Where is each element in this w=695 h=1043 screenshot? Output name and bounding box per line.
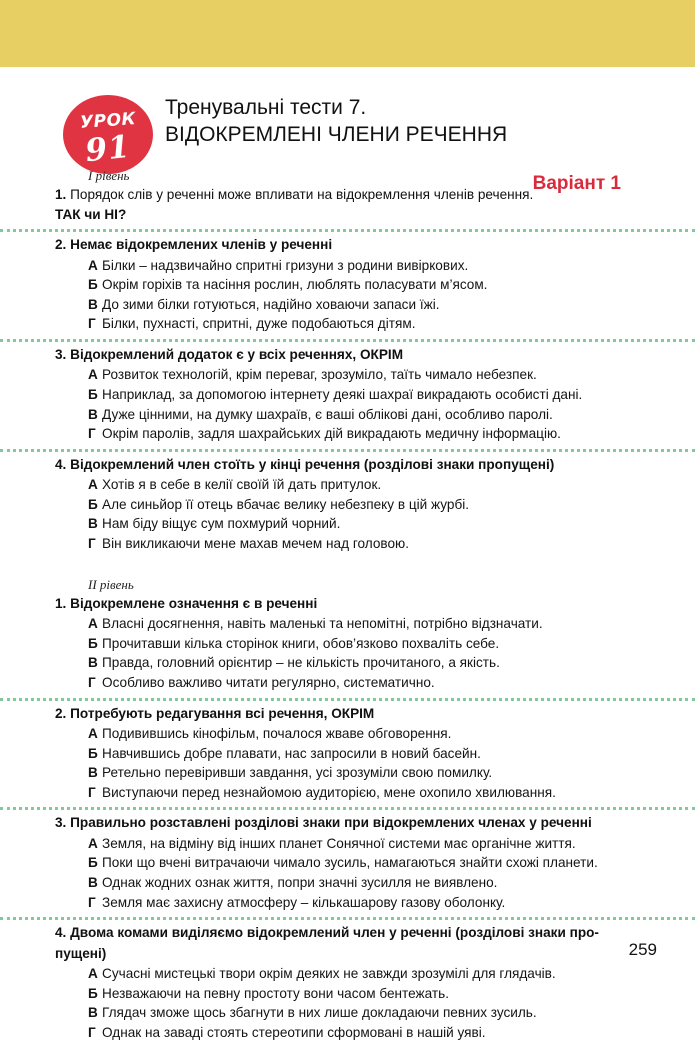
option-letter: А — [88, 257, 98, 273]
page-title-line-2: ВІДОКРЕМЛЕНІ ЧЛЕНИ РЕЧЕННЯ — [165, 123, 508, 146]
list-item[interactable] — [88, 873, 673, 893]
list-item[interactable] — [88, 385, 673, 405]
option-letter: А — [88, 835, 98, 851]
list-item[interactable] — [88, 724, 673, 744]
option-text: Дуже цінними, на думку шахраїв, є ваші облікові дані, особливо паролі. — [102, 406, 553, 422]
option-text: Білки – надзвичайно спритні гризуни з родини вивіркових. — [102, 257, 469, 273]
question-stem — [55, 924, 673, 943]
option-letter: Б — [88, 745, 98, 761]
option-text: Виступаючи перед незнайомою аудиторією, мене охопило хвилювання. — [102, 784, 556, 800]
section-separator — [0, 917, 695, 920]
list-item[interactable] — [88, 744, 673, 764]
option-text: Земля має захисну атмосферу – кількашарову газову оболонку. — [102, 894, 506, 910]
variant-label: Варіант 1 — [532, 173, 621, 194]
option-letter: В — [88, 516, 98, 532]
question-number: 1. — [55, 187, 67, 202]
option-letter: Б — [88, 985, 98, 1001]
question-subprompt: ТАК чи НІ? — [55, 206, 127, 222]
question-text: Немає відокремлених членів у реченні — [70, 237, 333, 252]
list-item[interactable] — [88, 673, 673, 693]
option-text: Поки що вчені витрачаючи чимало зусиль, намагаються знайти схожі планети. — [102, 855, 598, 871]
question-text: Порядок слів у реченні може впливати на відокремлення членів речення. — [70, 187, 534, 202]
option-letter: В — [88, 1005, 98, 1021]
option-letter: Б — [88, 635, 98, 651]
question-number: 1. — [55, 595, 67, 611]
section-separator — [0, 449, 695, 452]
lesson-badge-word: УРОК — [79, 109, 137, 133]
option-letter: В — [88, 296, 98, 312]
options-list — [55, 724, 673, 802]
list-item[interactable] — [88, 405, 673, 425]
list-item[interactable] — [88, 763, 673, 783]
option-text: Подивившись кінофільм, почалося жваве обговорення. — [102, 726, 452, 741]
list-item[interactable] — [88, 614, 673, 634]
question-1-2 — [55, 236, 673, 334]
option-letter: В — [88, 655, 98, 671]
list-item[interactable] — [88, 495, 673, 515]
top-decorative-band — [0, 0, 695, 67]
question-text: Потребують редагування всі речення, ОКРІМ — [70, 705, 375, 721]
option-letter: В — [88, 765, 98, 781]
list-item[interactable] — [88, 964, 673, 984]
option-text: Він викликаючи мене махав мечем над головою. — [102, 536, 409, 552]
question-stem — [55, 236, 673, 255]
level-label-1: І рівень — [88, 168, 130, 183]
options-list — [55, 614, 673, 692]
option-text: Прочитавши кілька сторінок книги, обов’язково похваліть себе. — [102, 635, 500, 651]
option-text: Нам біду віщує сум похмурий чорний. — [102, 516, 341, 532]
list-item[interactable] — [88, 634, 673, 654]
option-letter: Б — [88, 277, 98, 293]
textbook-page — [0, 67, 695, 1041]
option-letter: Б — [88, 386, 98, 402]
option-letter: Г — [88, 894, 96, 910]
section-separator — [0, 229, 695, 232]
page-title — [165, 94, 507, 149]
option-text: Розвиток технологій, крім переваг, зрозуміло, таїть чимало небезпек. — [102, 367, 537, 383]
option-letter: Г — [88, 426, 96, 442]
list-item[interactable] — [88, 514, 673, 534]
list-item[interactable] — [88, 275, 673, 295]
option-text: Власні досягнення, навіть маленькі та непомітні, потрібно відзначати. — [102, 616, 543, 632]
list-item[interactable] — [88, 475, 673, 495]
option-text: Ретельно перевіривши завдання, усі зрозуміли свою помилку. — [102, 765, 493, 781]
question-2-2 — [55, 705, 673, 803]
list-item[interactable] — [88, 1003, 673, 1023]
option-text: Білки, пухнасті, спритні, дуже подобаються дітям. — [102, 316, 416, 332]
list-item[interactable] — [88, 853, 673, 873]
options-list — [55, 256, 673, 334]
options-list — [55, 834, 673, 912]
option-text: Окрім паролів, задля шахрайських дій викрадають медичну інформацію. — [102, 426, 561, 442]
section-separator — [0, 698, 695, 701]
lesson-badge — [63, 95, 153, 174]
question-stem — [55, 814, 673, 833]
option-text: Окрім горіхів та насіння рослин, люблять поласувати м’ясом. — [102, 277, 488, 293]
option-letter: Г — [88, 784, 96, 800]
question-2-4 — [55, 924, 673, 1042]
option-letter: Г — [88, 536, 96, 552]
list-item[interactable] — [88, 653, 673, 673]
section-separator — [0, 339, 695, 342]
option-letter: А — [88, 616, 98, 632]
question-1-3 — [55, 346, 673, 444]
options-list — [55, 365, 673, 443]
list-item[interactable] — [88, 984, 673, 1004]
lesson-badge-number: 91 — [83, 128, 133, 170]
question-text: Правильно розставлені розділові знаки при відокремлених членах у реченні — [70, 815, 592, 831]
option-text: Хотів я в себе в келії своїй їй дать притулок. — [102, 477, 382, 493]
question-text: Відокремлений додаток є у всіх реченнях, ОКРІМ — [70, 346, 404, 362]
question-2-3 — [55, 814, 673, 912]
option-text: Але синьйор її отець вбачає велику небезпеку в цій журбі. — [102, 496, 470, 512]
question-stem — [55, 186, 673, 205]
options-list — [55, 964, 673, 1042]
option-text: Сучасні мистецькі твори окрім деяких не завжди зрозумілі для глядачів. — [102, 966, 556, 982]
question-stem-continuation: пущені) — [55, 945, 107, 961]
question-text: Двома комами виділяємо відокремлений член у реченні (розділові знаки про- — [70, 925, 599, 941]
option-text: Однак жодних ознак життя, попри значні зусилля не виявлено. — [102, 875, 498, 891]
level-label-2: ІІ рівень — [88, 576, 134, 592]
option-letter: Б — [88, 496, 98, 512]
option-text: До зими білки готуються, надійно ховаючи запаси їжі. — [102, 296, 440, 312]
question-stem — [55, 456, 673, 475]
option-letter: Г — [88, 1025, 96, 1041]
question-number: 2. — [55, 705, 67, 721]
question-number: 3. — [55, 346, 67, 362]
options-list — [55, 475, 673, 553]
page-number: 259 — [628, 940, 657, 959]
question-text: Відокремлений член стоїть у кінці речення (розділові знаки пропущені) — [70, 456, 555, 472]
list-item[interactable] — [88, 534, 673, 554]
question-2-1 — [55, 595, 673, 693]
option-text: Навчившись добре плавати, нас запросили в новий басейн. — [102, 745, 481, 761]
option-text: Земля, на відміну від інших планет Сонячної системи має органічне життя. — [102, 835, 576, 851]
question-number: 2. — [55, 237, 67, 252]
option-letter: В — [88, 406, 98, 422]
question-1-1 — [55, 186, 673, 224]
option-text: Наприклад, за допомогою інтернету деякі шахраї викрадають особисті дані. — [102, 386, 583, 402]
list-item[interactable] — [88, 295, 673, 315]
option-letter: В — [88, 875, 98, 891]
option-letter: А — [88, 726, 98, 741]
list-item[interactable] — [88, 1023, 673, 1043]
list-item[interactable] — [88, 424, 673, 444]
list-item[interactable] — [88, 783, 673, 803]
question-number: 4. — [55, 925, 67, 941]
option-letter: Г — [88, 674, 96, 690]
option-text: Правда, головний орієнтир – не кількість прочитаного, а якість. — [102, 655, 500, 671]
list-item[interactable] — [88, 834, 673, 854]
test-content — [0, 167, 695, 1043]
option-text: Особливо важливо читати регулярно, систематично. — [102, 674, 435, 690]
question-1-4 — [55, 456, 673, 554]
list-item[interactable] — [88, 314, 673, 334]
question-stem — [55, 346, 673, 365]
section-separator — [0, 807, 695, 810]
option-letter: А — [88, 477, 98, 493]
list-item[interactable] — [88, 256, 673, 276]
list-item[interactable] — [88, 893, 673, 913]
question-number: 3. — [55, 815, 67, 831]
option-text: Незважаючи на певну простоту вони часом бентежать. — [102, 985, 449, 1001]
option-letter: Б — [88, 855, 98, 871]
option-text: Глядач зможе щось збагнути в них лише докладаючи певних зусиль. — [102, 1005, 537, 1021]
question-number: 4. — [55, 456, 67, 472]
option-letter: А — [88, 966, 98, 982]
question-stem — [55, 705, 673, 724]
option-letter: Г — [88, 316, 96, 332]
list-item[interactable] — [88, 365, 673, 385]
option-text: Однак на заваді стоять стереотипи сформовані в нашій уяві. — [102, 1025, 486, 1041]
question-text: Відокремлене означення є в реченні — [70, 595, 318, 611]
page-title-line-1: Тренувальні тести 7. — [165, 96, 367, 119]
option-letter: А — [88, 367, 98, 383]
question-stem — [55, 595, 673, 614]
